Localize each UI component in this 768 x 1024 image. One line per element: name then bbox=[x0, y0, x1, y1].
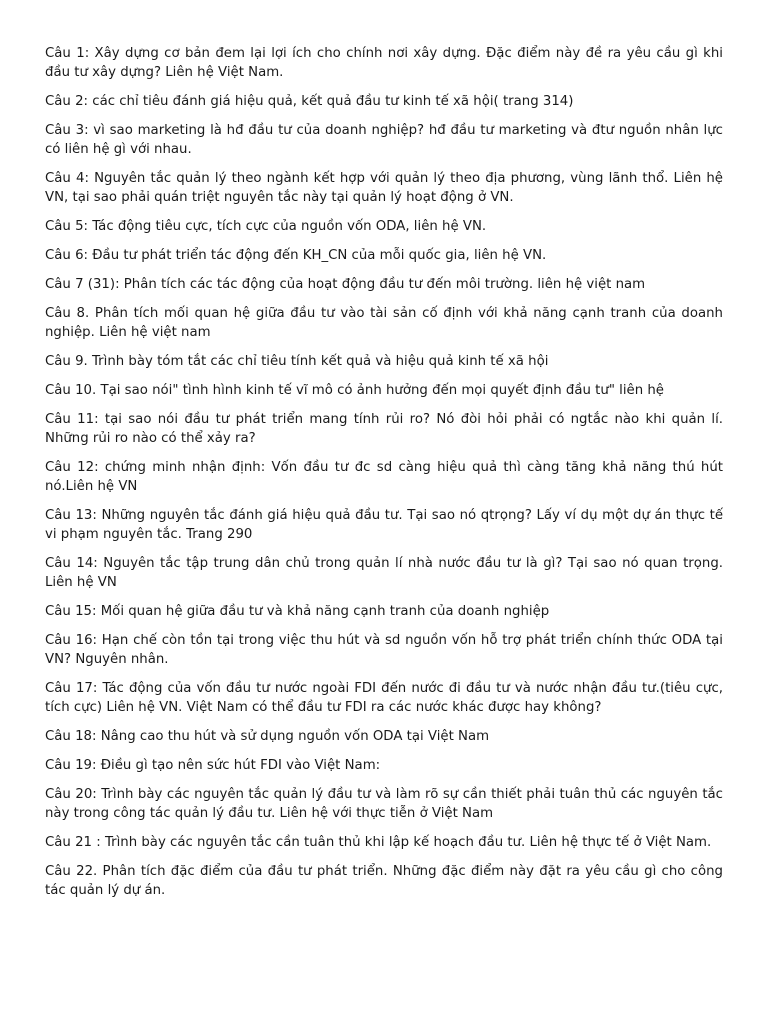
question-19: Câu 19: Điều gì tạo nên sức hút FDI vào Việt Nam: bbox=[45, 758, 381, 773]
question-6: Câu 6: Đầu tư phát triển tác động đến KH_CN của mỗi quốc gia, liên hệ VN. bbox=[45, 248, 547, 263]
question-3: Câu 3: vì sao marketing là hđ đầu tư của doanh nghiệp? hđ đầu tư marketing và đtư nguồn nhân lực có liên hệ gì với nhau. bbox=[45, 123, 723, 157]
document-page bbox=[45, 44, 723, 910]
question-14: Câu 14: Nguyên tắc tập trung dân chủ trong quản lí nhà nước đầu tư là gì? Tại sao nó quan trọng. Liên hệ VN bbox=[45, 556, 723, 590]
question-21: Câu 21 : Trình bày các nguyên tắc cần tuân thủ khi lập kế hoạch đầu tư. Liên hệ thực tế ở Việt Nam. bbox=[45, 835, 712, 850]
question-9: Câu 9. Trình bày tóm tắt các chỉ tiêu tính kết quả và hiệu quả kinh tế xã hội bbox=[45, 354, 549, 369]
question-15: Câu 15: Mối quan hệ giữa đầu tư và khả năng cạnh tranh của doanh nghiệp bbox=[45, 604, 550, 619]
question-18: Câu 18: Nâng cao thu hút và sử dụng nguồn vốn ODA tại Việt Nam bbox=[45, 729, 490, 744]
question-13: Câu 13: Những nguyên tắc đánh giá hiệu quả đầu tư. Tại sao nó qtrọng? Lấy ví dụ một dự án thực tế vi phạm nguyên tắc. Trang 290 bbox=[45, 508, 723, 542]
question-5: Câu 5: Tác động tiêu cực, tích cực của nguồn vốn ODA, liên hệ VN. bbox=[45, 219, 487, 234]
question-8: Câu 8. Phân tích mối quan hệ giữa đầu tư vào tài sản cố định với khả năng cạnh tranh của doanh nghiệp. Liên hệ việt nam bbox=[45, 306, 723, 340]
question-10: Câu 10. Tại sao nói" tình hình kinh tế vĩ mô có ảnh hưởng đến mọi quyết định đầu tư" liên hệ bbox=[45, 383, 664, 398]
question-11: Câu 11: tại sao nói đầu tư phát triển mang tính rủi ro? Nó đòi hỏi phải có ngtắc nào khi quản lí. Những rủi ro nào có thể xảy ra? bbox=[45, 412, 723, 446]
question-20: Câu 20: Trình bày các nguyên tắc quản lý đầu tư và làm rõ sự cần thiết phải tuân thủ các nguyên tắc này trong công tác quản lý đầu tư. Liên hệ với thực tiễn ở Việt Nam bbox=[45, 787, 723, 821]
question-4: Câu 4: Nguyên tắc quản lý theo ngành kết hợp với quản lý theo địa phương, vùng lãnh thổ. Liên hệ VN, tại sao phải quán triệt nguyên tắc này tại quản lý hoạt động ở VN. bbox=[45, 171, 723, 205]
question-2: Câu 2: các chỉ tiêu đánh giá hiệu quả, kết quả đầu tư kinh tế xã hội( trang 314) bbox=[45, 94, 574, 109]
question-17: Câu 17: Tác động của vốn đầu tư nước ngoài FDI đến nước đi đầu tư và nước nhận đầu tư.(tiêu cực, tích cực) Liên hệ VN. Việt Nam có thể đầu tư FDI ra các nước khác được hay không? bbox=[45, 681, 723, 715]
question-7: Câu 7 (31): Phân tích các tác động của hoạt động đầu tư đến môi trường. liên hệ việt nam bbox=[45, 277, 646, 292]
question-12: Câu 12: chứng minh nhận định: Vốn đầu tư đc sd càng hiệu quả thì càng tăng khả năng thú hút nó.Liên hệ VN bbox=[45, 460, 723, 494]
question-22: Câu 22. Phân tích đặc điểm của đầu tư phát triển. Những đặc điểm này đặt ra yêu cầu gì cho công tác quản lý dự án. bbox=[45, 864, 723, 898]
question-1: Câu 1: Xây dựng cơ bản đem lại lợi ích cho chính nơi xây dựng. Đặc điểm này đề ra yêu cầu gì khi đầu tư xây dựng? Liên hệ Việt Nam. bbox=[45, 46, 723, 80]
question-16: Câu 16: Hạn chế còn tồn tại trong việc thu hút và sd nguồn vốn hỗ trợ phát triển chính thức ODA tại VN? Nguyên nhân. bbox=[45, 633, 723, 667]
